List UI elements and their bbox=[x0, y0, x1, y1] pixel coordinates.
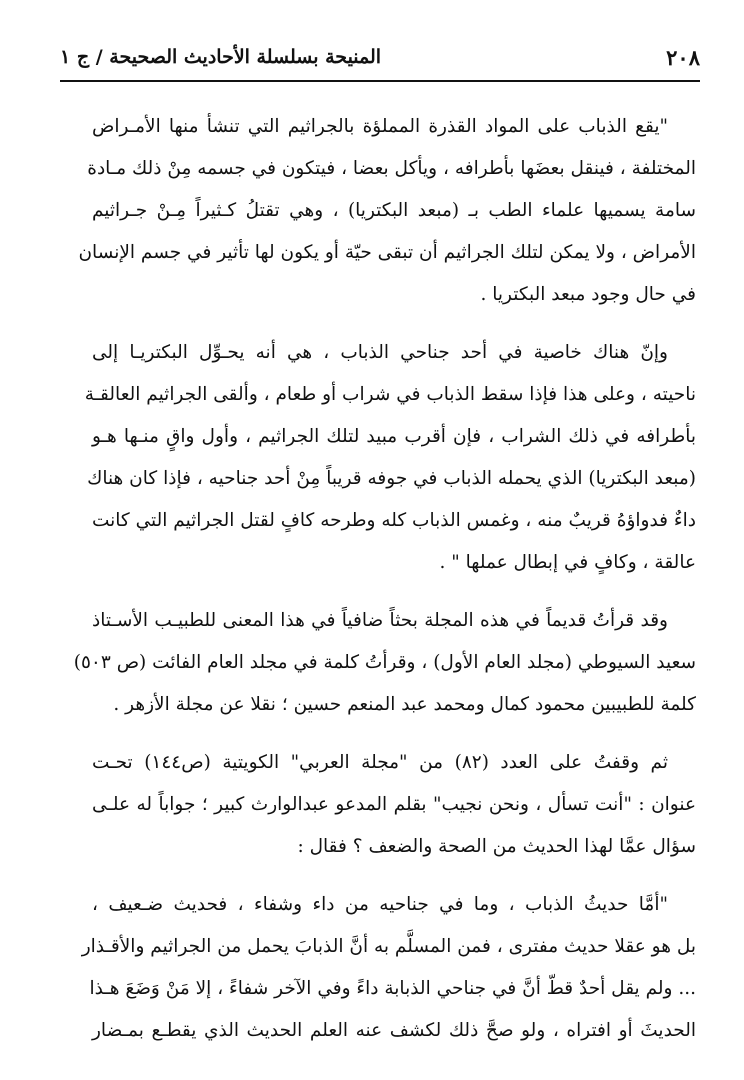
page-body bbox=[73, 106, 696, 1068]
text-line: بأطرافه في ذلك الشراب ، فإن أقرب مبيد لتلك الجراثيم ، وأول واقٍ منـها هـو bbox=[92, 426, 696, 447]
text-line: وإنّ هناك خاصية في أحد جناحي الذباب ، هي أنه يحـوِّل البكتريـا إلى bbox=[92, 342, 668, 363]
page-number: ٢٠٨ bbox=[666, 44, 700, 70]
text-line: داءٌ فدواؤهُ قريبٌ منه ، وغمس الذباب كله وطرحه كافٍ لقتل الجراثيم التي كانت bbox=[91, 510, 696, 531]
text-line: بل هو عقلا حديث مفترى ، فمن المسلَّم به أنَّ الذبابَ يحمل من الجراثيم والأقـذار bbox=[81, 936, 696, 957]
text-line: سؤال عمَّا لهذا الحديث من الصحة والضعف ؟ فقال : bbox=[297, 836, 696, 857]
text-line: عنوان : "أنت تسأل ، ونحن نجيب" بقلم المدعو عبدالوارث كبير ؛ جواباً له علـى bbox=[92, 794, 696, 815]
text-line: المختلفة ، فينقل بعضَها بأطرافه ، ويأكل بعضا ، فيتكون في جسمه مِنْ ذلك مـادة bbox=[87, 158, 696, 179]
text-line: وقد قرأتُ قديماً في هذه المجلة بحثاً ضافياً في هذا المعنى للطبيـب الأسـتاذ bbox=[92, 610, 668, 631]
text-line: الحديثَ أو افتراه ، ولو صحَّ ذلك لكشف عنه العلم الحديث الذي يقطـع بمـضار bbox=[92, 1020, 696, 1041]
text-line: سعيد السيوطي (مجلد العام الأول) ، وقرأتُ كلمة في مجلد العام الفائت (ص ٥٠٣) bbox=[73, 652, 696, 673]
text-line: ... ولم يقل أحدٌ قطّ أنَّ في جناحي الذبابة داءً وفي الآخر شفاءً ، إلا مَنْ وَضَعَ هـذا bbox=[89, 978, 696, 999]
header-divider bbox=[60, 80, 700, 82]
text-line: "يقع الذباب على المواد القذرة المملؤة بالجراثيم التي تنشأ منها الأمـراض bbox=[92, 116, 668, 137]
text-line: في حال وجود مبعد البكتريا . bbox=[480, 284, 696, 305]
text-line: عالقة ، وكافٍ في إبطال عملها " . bbox=[439, 552, 696, 573]
text-line: كلمة للطبيبين محمود كمال ومحمد عبد المنعم حسين ؛ نقلا عن مجلة الأزهر . bbox=[113, 694, 696, 715]
paragraph-magazine-answer bbox=[81, 884, 696, 1052]
paragraph-al-arabi-magazine bbox=[92, 742, 696, 868]
text-line: الأمراض ، ولا يمكن لتلك الجراثيم أن تبقى حيّة أو يكون لها تأثير في جسم الإنسان bbox=[78, 242, 696, 263]
text-line: "أمَّا حديثُ الذباب ، وما في جناحيه من داء وشفاء ، فحديث ضـعيف ، bbox=[92, 894, 668, 915]
text-line: ناحيته ، وعلى هذا فإذا سقط الذباب في شراب أو طعام ، وألقى الجراثيم العالقـة bbox=[84, 384, 696, 405]
text-line: ثم وقفتُ على العدد (٨٢) من "مجلة العربي" الكويتية (ص١٤٤) تحـت bbox=[92, 752, 668, 773]
running-title: المنيحة بسلسلة الأحاديث الصحيحة / ج ١ bbox=[60, 46, 382, 68]
page-header bbox=[60, 40, 700, 74]
text-line: (مبعد البكتريا) الذي يحمله الذباب في جوفه قريباً مِنْ أحد جناحيه ، فإذا كان هناك bbox=[87, 468, 696, 489]
paragraph-wing-property bbox=[84, 332, 696, 584]
paragraph-previous-reading bbox=[73, 600, 696, 726]
text-line: سامة يسميها علماء الطب بـ (مبعد البكتريا) ، وهي تقتلُ كـثيراً مِـنْ جـراثيم bbox=[92, 200, 696, 221]
paragraph-quote-flies-disease bbox=[78, 106, 696, 316]
